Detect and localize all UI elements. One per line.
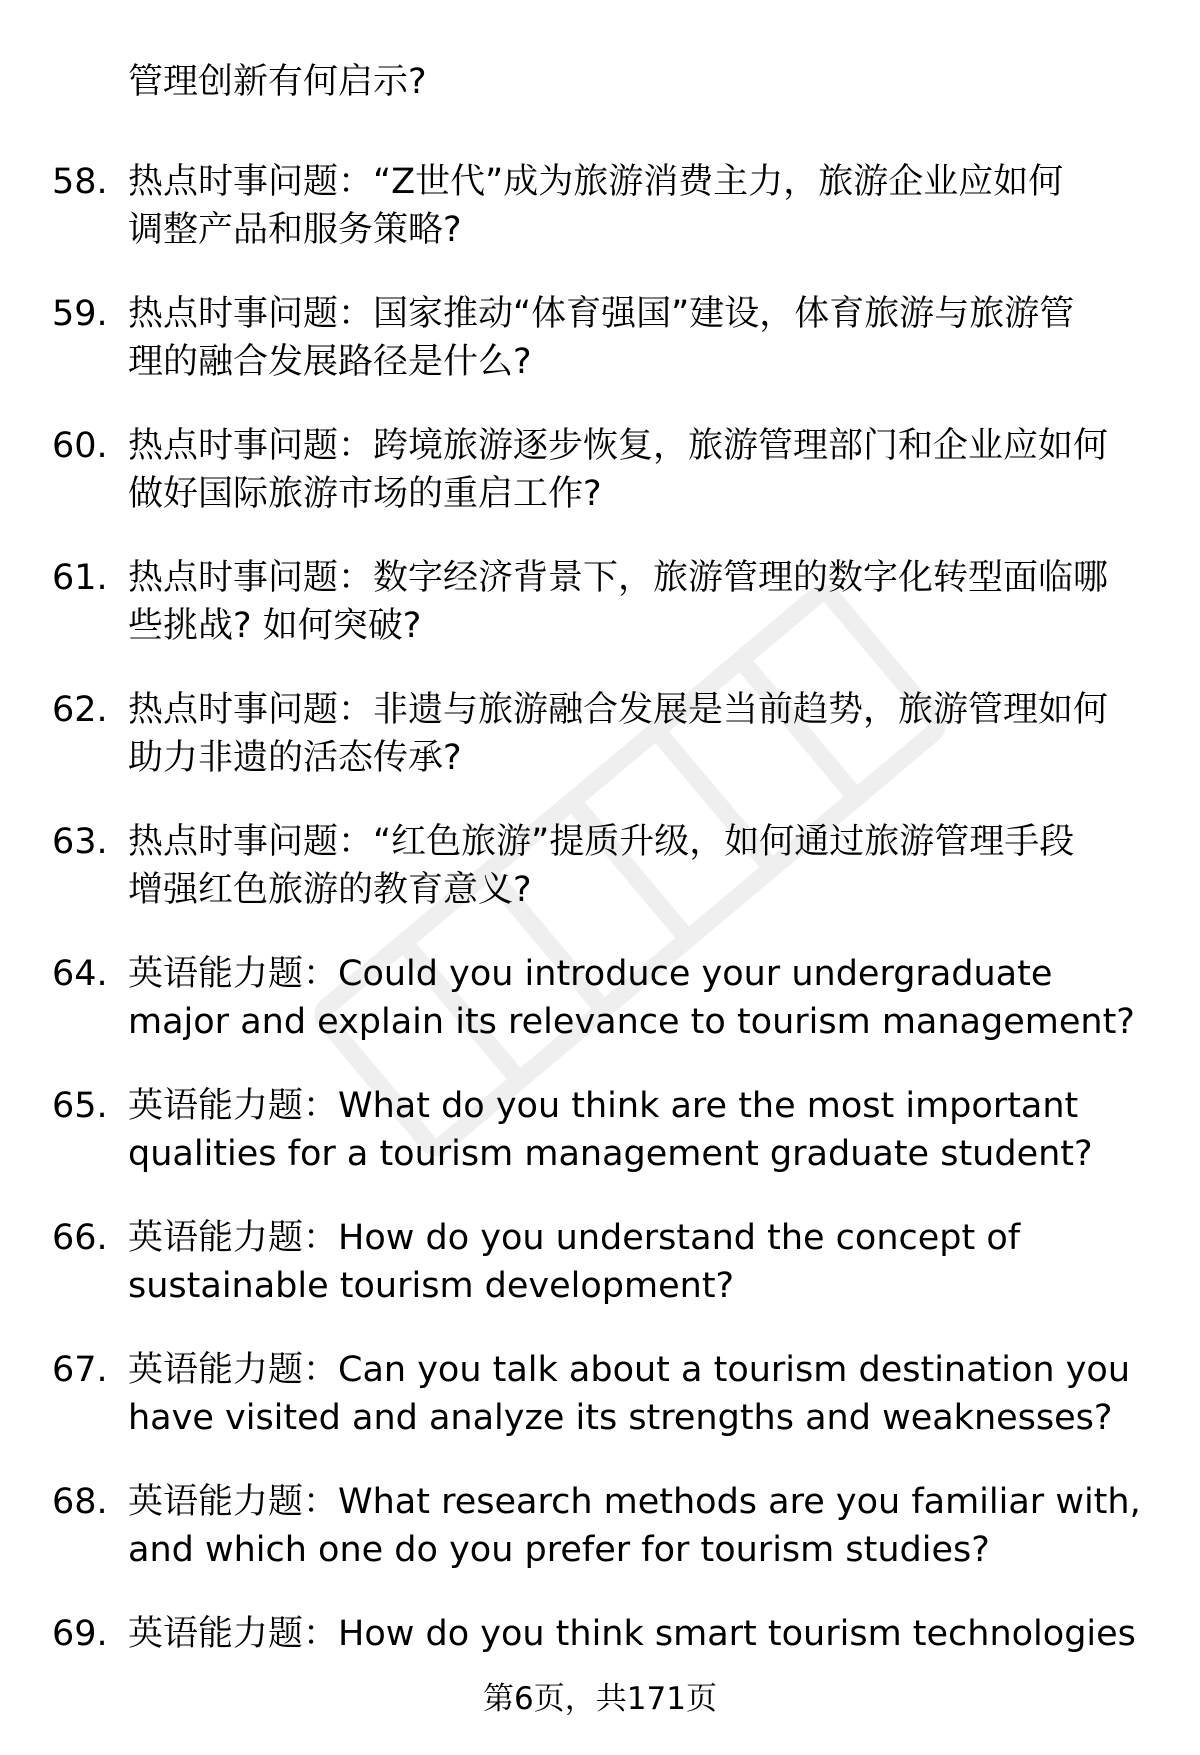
question-text-line: sustainable tourism development?	[128, 1266, 735, 1306]
question-number: 61.	[52, 558, 108, 598]
question-text	[128, 422, 1148, 518]
question-text-line: 热点时事问题：国家推动“体育强国”建设，体育旅游与旅游管	[128, 294, 1075, 334]
question-number: 58.	[52, 162, 108, 202]
question-text-line: have visited and analyze its strengths and weaknesses?	[128, 1398, 1113, 1438]
question-text	[128, 1478, 1148, 1574]
question-text-line: 热点时事问题：“红色旅游”提质升级，如何通过旅游管理手段	[128, 822, 1075, 862]
question-number: 68.	[52, 1482, 108, 1522]
question-text	[128, 1610, 1148, 1658]
question-text-line: 英语能力题：Can you talk about a tourism destination you	[128, 1350, 1131, 1390]
question-text-line: 英语能力题：Could you introduce your undergraduate	[128, 954, 1053, 994]
question-text	[128, 554, 1148, 650]
question-number: 67.	[52, 1350, 108, 1390]
question-item	[0, 158, 1200, 290]
question-item	[0, 818, 1200, 950]
question-number: 65.	[52, 1086, 108, 1126]
question-text-line: 英语能力题：What do you think are the most important	[128, 1086, 1079, 1126]
question-text-line: 理的融合发展路径是什么?	[128, 342, 532, 382]
question-item	[0, 686, 1200, 818]
question-text-line: major and explain its relevance to tourism management?	[128, 1002, 1135, 1042]
question-text	[128, 950, 1148, 1046]
page-number: 第6页，共171页	[483, 1681, 717, 1717]
question-item	[0, 950, 1200, 1082]
question-list	[0, 58, 1200, 1742]
question-text	[128, 686, 1148, 782]
question-text-line: 英语能力题：How do you understand the concept of	[128, 1218, 1021, 1258]
question-item	[0, 58, 1200, 158]
question-item	[0, 290, 1200, 422]
question-text	[128, 58, 1148, 106]
question-text	[128, 1082, 1148, 1178]
question-text-line: 增强红色旅游的教育意义?	[128, 870, 532, 910]
question-text-line: qualities for a tourism management graduate student?	[128, 1134, 1093, 1174]
question-text-line: 热点时事问题：数字经济背景下，旅游管理的数字化转型面临哪	[128, 558, 1109, 598]
question-number: 63.	[52, 822, 108, 862]
question-item	[0, 1346, 1200, 1478]
question-number: 60.	[52, 426, 108, 466]
question-item	[0, 1478, 1200, 1610]
question-text-line: 做好国际旅游市场的重启工作?	[128, 474, 602, 514]
question-item	[0, 422, 1200, 554]
question-text-line: 调整产品和服务策略?	[128, 210, 462, 250]
question-item	[0, 1082, 1200, 1214]
question-number: 69.	[52, 1614, 108, 1654]
question-number: 66.	[52, 1218, 108, 1258]
question-number: 62.	[52, 690, 108, 730]
question-text-line: 英语能力题：How do you think smart tourism technologies	[128, 1614, 1136, 1654]
question-text-line: and which one do you prefer for tourism studies?	[128, 1530, 990, 1570]
question-text	[128, 818, 1148, 914]
question-text	[128, 158, 1148, 254]
question-text-line: 助力非遗的活态传承?	[128, 738, 462, 778]
question-text-line: 热点时事问题：跨境旅游逐步恢复，旅游管理部门和企业应如何	[128, 426, 1109, 466]
question-text	[128, 290, 1148, 386]
question-text	[128, 1214, 1148, 1310]
question-text	[128, 1346, 1148, 1442]
question-text-line: 英语能力题：What research methods are you familiar with,	[128, 1482, 1141, 1522]
question-number: 64.	[52, 954, 108, 994]
question-item	[0, 1214, 1200, 1346]
question-text-line: 管理创新有何启示?	[128, 62, 427, 102]
question-text-line: 热点时事问题：“Z世代”成为旅游消费主力，旅游企业应如何	[128, 162, 1064, 202]
question-number: 59.	[52, 294, 108, 334]
question-item	[0, 554, 1200, 686]
question-text-line: 些挑战? 如何突破?	[128, 606, 422, 646]
question-text-line: 热点时事问题：非遗与旅游融合发展是当前趋势，旅游管理如何	[128, 690, 1109, 730]
question-item	[0, 1610, 1200, 1742]
